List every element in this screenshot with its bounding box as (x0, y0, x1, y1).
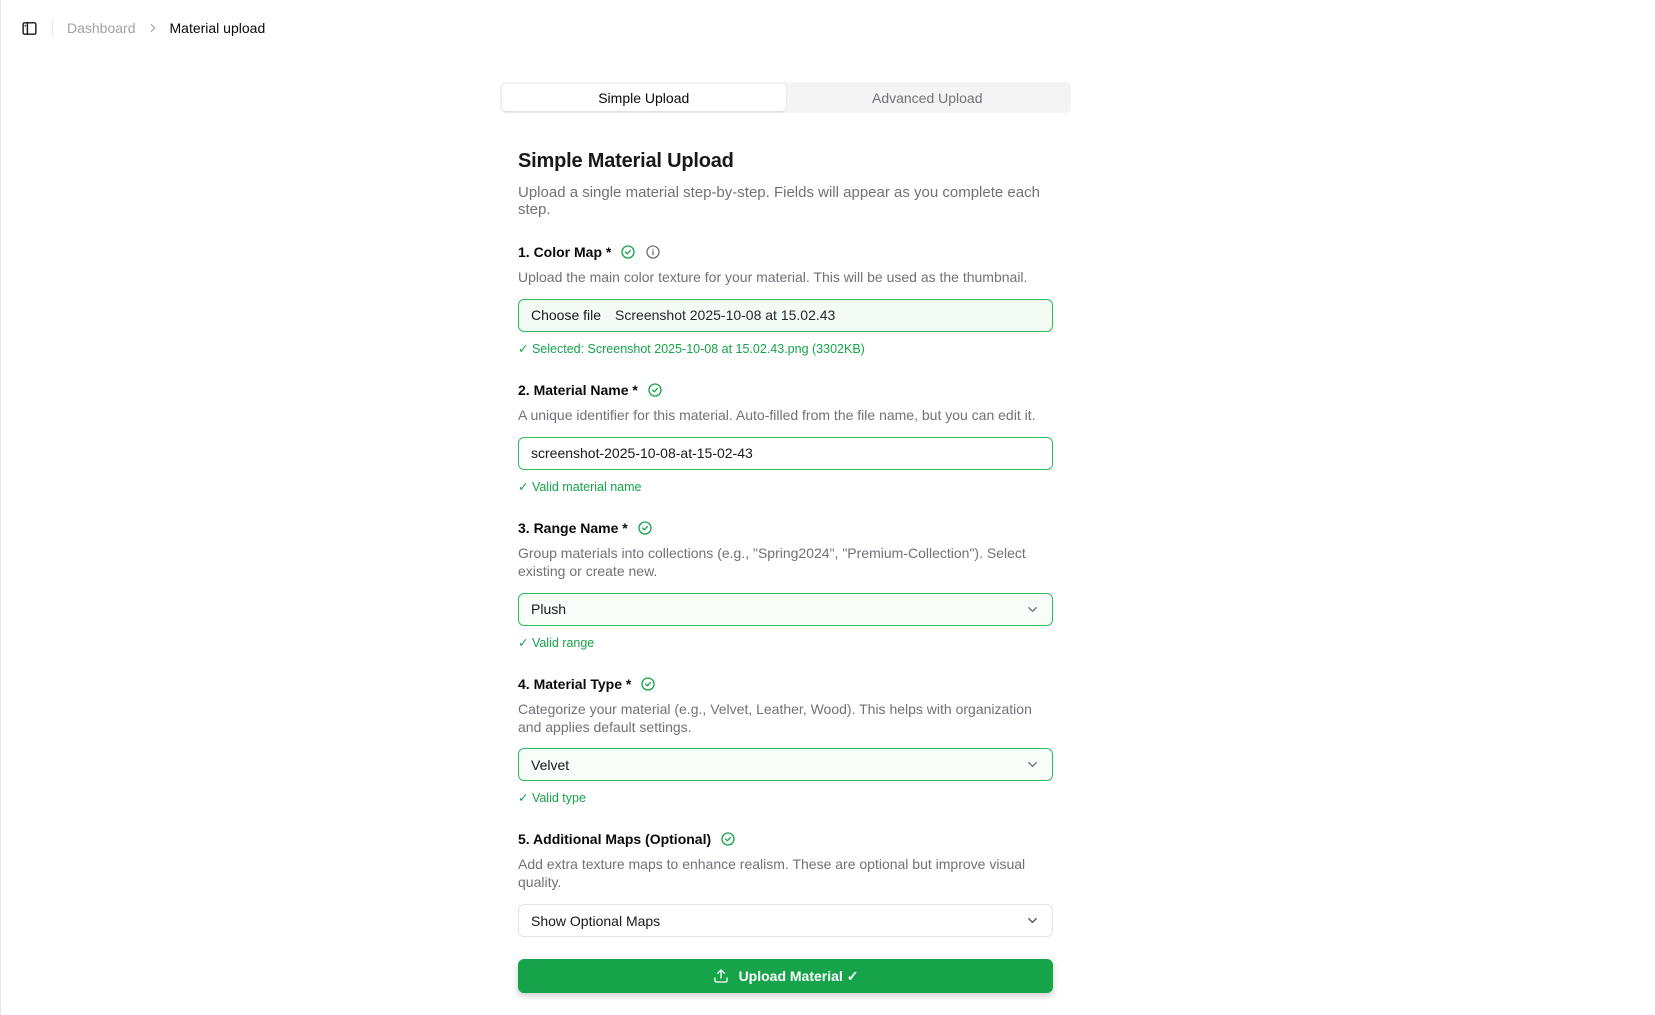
material-type-value: Velvet (531, 756, 570, 773)
upload-page-content (500, 82, 1071, 993)
circle-check-icon (647, 382, 663, 398)
material-name-input[interactable] (518, 437, 1053, 470)
breadcrumb (67, 20, 265, 36)
breadcrumb-current-page: Material upload (169, 20, 266, 36)
tab-simple-upload[interactable]: Simple Upload (502, 84, 786, 111)
circle-check-icon (640, 676, 656, 692)
color-map-file-input[interactable] (518, 299, 1053, 332)
show-optional-maps-label: Show Optional Maps (531, 912, 661, 929)
step-label: 5. Additional Maps (Optional) (518, 831, 712, 848)
range-name-value: Plush (531, 601, 567, 618)
chevron-down-icon (1025, 602, 1040, 617)
step-range-name (518, 520, 1053, 650)
material-name-status: ✓ Valid material name (518, 479, 642, 494)
page-title: Simple Material Upload (518, 150, 734, 172)
circle-check-icon (637, 520, 653, 536)
range-name-select[interactable] (518, 593, 1053, 626)
upload-material-button[interactable] (518, 959, 1053, 993)
step-label: 3. Range Name * (518, 519, 628, 536)
chevron-down-icon (1025, 757, 1040, 772)
step-description: Group materials into collections (e.g., "Spring2024", "Premium-Collection"). Select existing or create new. (518, 544, 1026, 579)
step-additional-maps (518, 831, 1053, 937)
file-selected-status: ✓ Selected: Screenshot 2025-10-08 at 15.02.43.png (3302KB) (518, 341, 865, 356)
tab-advanced-upload[interactable]: Advanced Upload (871, 89, 983, 106)
step-description: Categorize your material (e.g., Velvet, Leather, Wood). This helps with organization and applies default settings. (518, 700, 1032, 735)
simple-upload-form (500, 150, 1071, 993)
top-bar (14, 13, 265, 43)
upload-icon (713, 968, 729, 984)
chevron-right-icon (146, 21, 160, 35)
show-optional-maps-button[interactable] (518, 904, 1053, 937)
page-subtitle: Upload a single material step-by-step. Fields will appear as you complete each step. (518, 184, 1040, 218)
sidebar-edge-divider (0, 0, 1, 1015)
step-material-type (518, 676, 1053, 806)
material-type-select[interactable] (518, 748, 1053, 781)
step-description: Add extra texture maps to enhance realism. These are optional but improve visual quality. (518, 856, 1026, 891)
selected-file-name: Screenshot 2025-10-08 at 15.02.43 (615, 307, 836, 324)
upload-material-label: Upload Material ✓ (738, 967, 859, 984)
breadcrumb-link-dashboard[interactable]: Dashboard (67, 20, 136, 36)
panel-left-icon (21, 20, 38, 37)
upload-mode-tabs (500, 82, 1071, 113)
step-description: A unique identifier for this material. Auto-filled from the file name, but you can edit it. (518, 406, 1036, 423)
step-material-name (518, 382, 1053, 494)
step-description: Upload the main color texture for your material. This will be used as the thumbnail. (518, 269, 1028, 285)
info-icon[interactable] (645, 244, 661, 260)
step-label: 1. Color Map * (518, 244, 612, 260)
circle-check-icon (620, 244, 636, 260)
topbar-divider (52, 20, 53, 36)
step-label: 2. Material Name * (518, 381, 638, 398)
sidebar-toggle-button[interactable] (14, 13, 44, 43)
chevron-down-icon (1025, 913, 1040, 928)
circle-check-icon (720, 831, 736, 847)
material-type-status: ✓ Valid type (518, 791, 586, 806)
choose-file-button[interactable]: Choose file (531, 307, 602, 324)
step-color-map (518, 244, 1053, 356)
step-label: 4. Material Type * (518, 675, 632, 692)
range-status: ✓ Valid range (518, 635, 595, 650)
